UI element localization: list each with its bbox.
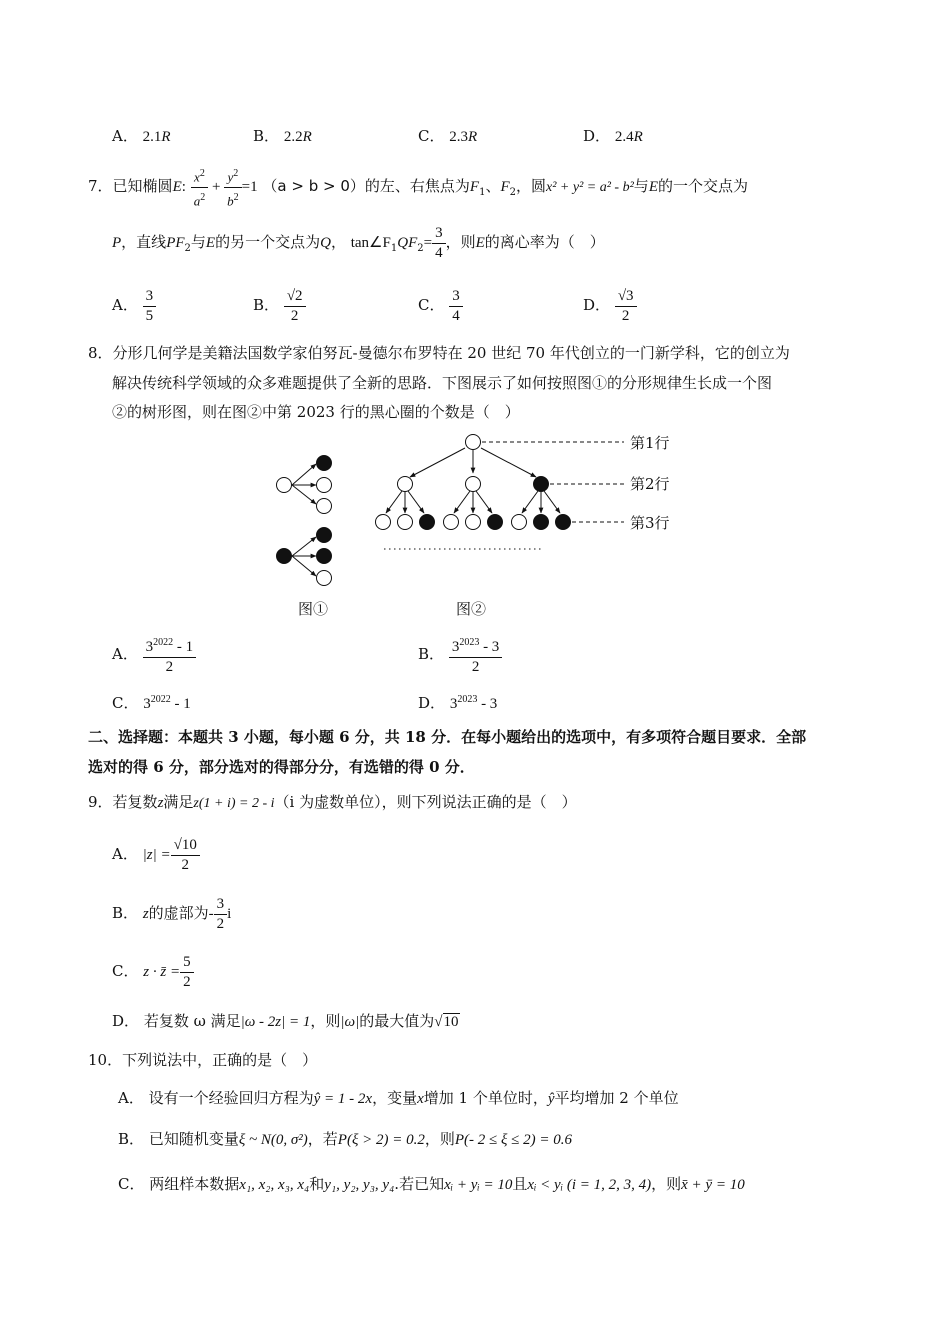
row-label-1: 第1行 [630, 434, 670, 452]
row-label-3: 第3行 [630, 514, 670, 532]
q8-option-b: B． $\frac{3^{2023} - 3}{2}$ [418, 632, 502, 677]
fig1-label: 图① [298, 600, 329, 618]
q7-option-d: D． $\frac{√3}{2}$ [583, 283, 637, 327]
q8-option-d: D． $3^{2023} - 3$ [418, 694, 498, 712]
q10-option-a: A． 设有一个经验回归方程为ŷ = 1 - 2x，变量x增加 1 个单位时，ŷ平均增加 2 个单位 [118, 1089, 679, 1107]
section-2-header-line2: 选对的得 6 分，部分选对的得部分分，有选错的得 0 分． [88, 758, 475, 776]
q6-option-d: D． 2.4R [583, 127, 643, 145]
q6-option-c: C． 2.3R [418, 127, 478, 145]
q9-option-c: C． z · z̄ = $\frac{5}{2}$ [112, 949, 194, 994]
q9-option-a: A． |z| = $\frac{√10}{2}$ [112, 832, 200, 877]
fractal-figure [260, 428, 710, 624]
q10-option-b: B． 已知随机变量ξ ~ N(0, σ²)，若P(ξ > 2) = 0.2，则P(- 2 ≤ ξ ≤ 2) = 0.6 [118, 1130, 573, 1148]
q8-stem-line2: 解决传统科学领域的众多难题提供了全新的思路．下图展示了如何按照图①的分形规律生长成一个图 [112, 374, 773, 392]
q6-option-b: B． 2.2R [253, 127, 312, 145]
q8-option-a: A． $\frac{3^{2022} - 1}{2}$ [112, 632, 196, 677]
q9-stem: 9．若复数z满足z(1 + i) = 2 - i（i 为虚数单位），则下列说法正确的是（ ） [88, 793, 577, 811]
q7-option-a: A． $\frac{3}{5}$ [112, 283, 156, 327]
q7-stem-line1: 7．已知椭圆E: $\frac{x^2}{a^2}$ + $\frac{y^2}{b^2}$ =1 （a > b > 0）的左、右焦点为$F_1$、$F_2$，圆x² + y² = a² - b²与E的一个交点为 [88, 164, 748, 215]
q7-stem-line2: P，直线$PF_2$与E的另一个交点为Q， $\tan\angle F_1QF_2=$ $\frac{3}{4}$ ，则E的离心率为（ ） [112, 224, 605, 261]
q9-option-d: D． 若复数 ω 满足|ω - 2z| = 1，则|ω|的最大值为√10 [112, 1012, 459, 1030]
row-label-2: 第2行 [630, 475, 670, 493]
q8-option-c: C． $3^{2022} - 1$ [112, 694, 191, 712]
q9-option-b: B． z的虚部为- $\frac{3}{2}$ i [112, 895, 232, 932]
q7-option-b: B． $\frac{√2}{2}$ [253, 283, 306, 327]
q6-option-a: A． 2.1R [112, 127, 171, 145]
q7-option-c: C． $\frac{3}{4}$ [418, 283, 463, 327]
fig2-label: 图② [456, 600, 487, 618]
q8-stem-line3: ②的树形图，则在图②中第 2023 行的黑心圈的个数是（ ） [112, 403, 520, 421]
q10-stem: 10．下列说法中，正确的是（ ） [88, 1051, 318, 1069]
q10-option-c: C． 两组样本数据x₁, x₂, x₃, x₄和y₁, y₂, y₃, y₄.若已知xᵢ + yᵢ = 10且xᵢ < yᵢ (i = 1, 2, 3, 4)，则x̄ + ȳ = 10 [118, 1175, 745, 1193]
section-2-header-line1: 二、选择题：本题共 3 小题，每小题 6 分，共 18 分．在每小题给出的选项中，有多项符合题目要求．全部 [88, 728, 807, 746]
q8-stem-line1: 8．分形几何学是美籍法国数学家伯努瓦-曼德尔布罗特在 20 世纪 70 年代创立的一门新学科，它的创立为 [88, 344, 790, 362]
